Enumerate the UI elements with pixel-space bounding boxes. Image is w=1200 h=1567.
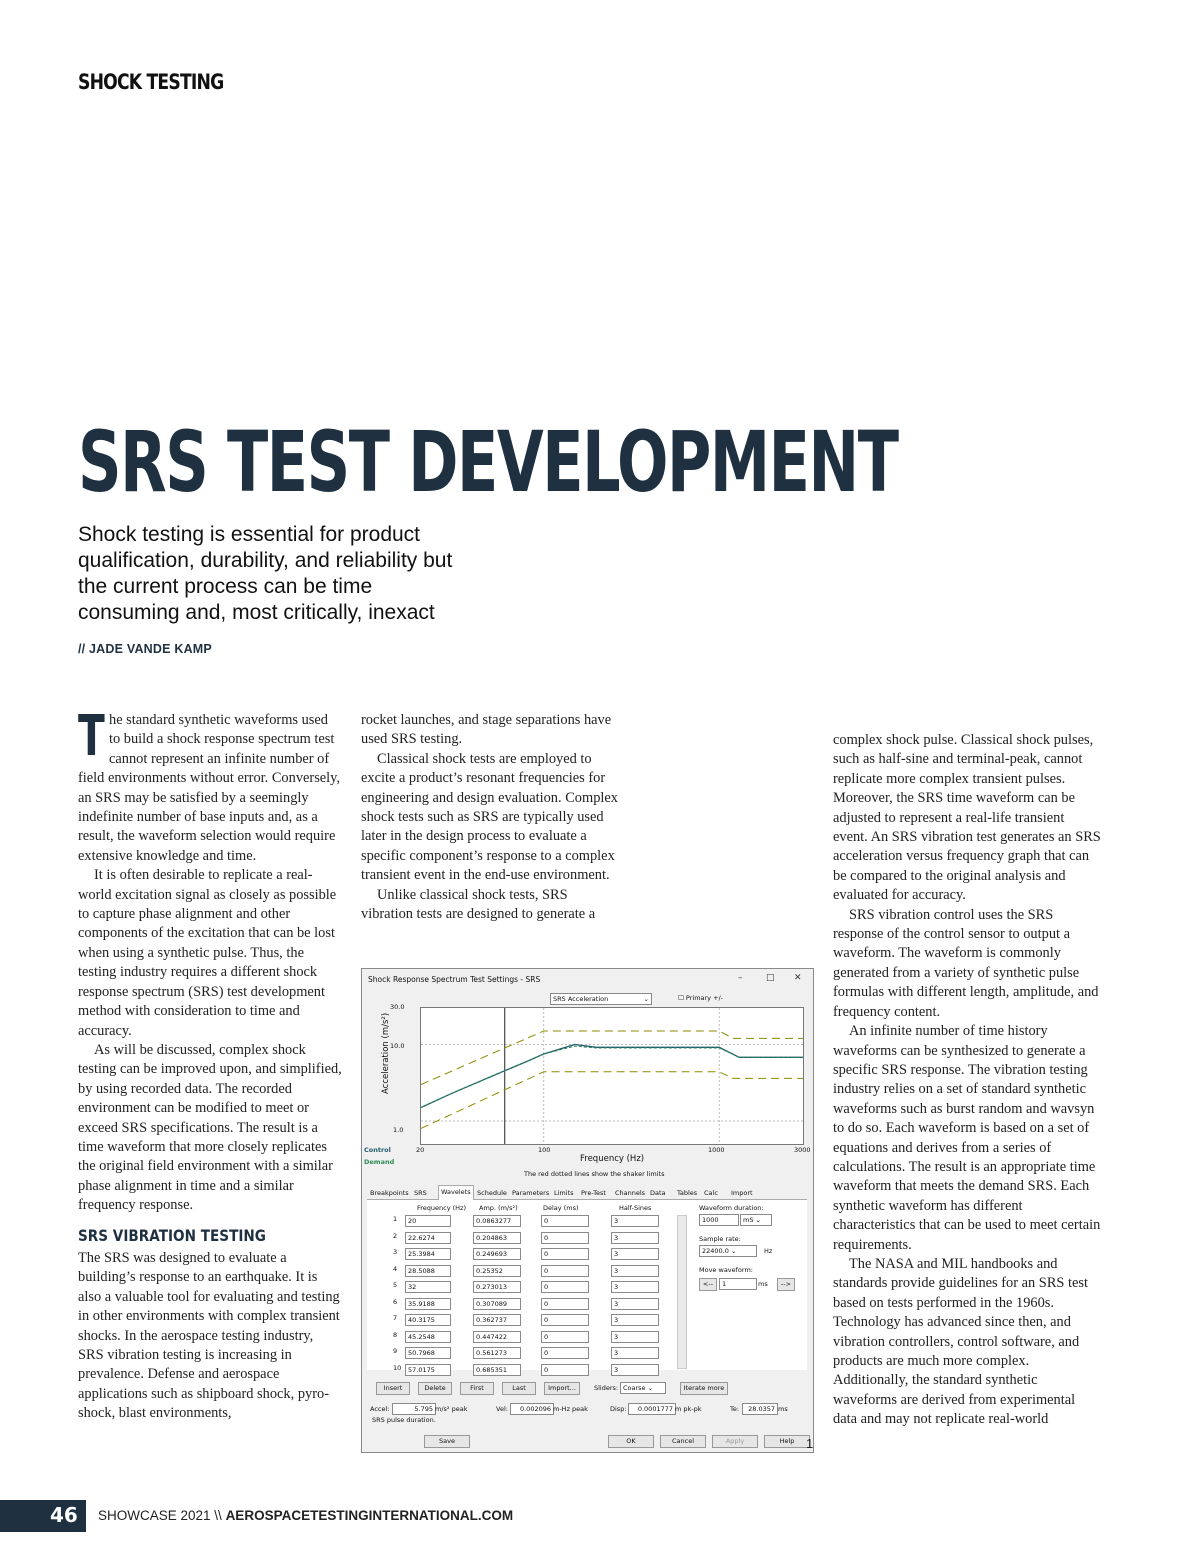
column-1 [78, 704, 342, 1424]
delay-cell[interactable]: 0 [541, 1347, 589, 1359]
tab-breakpoints[interactable]: Breakpoints [370, 1189, 409, 1197]
article-title: SRS TEST DEVELOPMENT [78, 413, 898, 511]
tab-parameters[interactable]: Parameters [512, 1189, 550, 1197]
delay-cell[interactable]: 0 [541, 1331, 589, 1343]
delay-cell[interactable]: 0 [541, 1265, 589, 1277]
disp-value: 0.0001777 [628, 1403, 676, 1415]
last-button[interactable]: Last [502, 1382, 536, 1395]
row-number: 4 [393, 1264, 398, 1273]
paragraph: The SRS was designed to evaluate a building’s response to an earthquake. It is also a valuable tool for evaluating and testing in other environments with complex transient shocks. In the aerospace testing industry, SRS vibration testing is increasing in prevalence. Defense and aerospace applications such as shipboard shock, pyro-shock, blast environments, [78, 1249, 340, 1422]
sliders-select[interactable]: Coarse ⌄ [620, 1382, 666, 1394]
half-sines-cell[interactable]: 3 [611, 1347, 659, 1359]
delay-cell[interactable]: 0 [541, 1314, 589, 1326]
figure-number: 1 [806, 1436, 814, 1451]
column-3 [833, 731, 1101, 1430]
footer-text [98, 1508, 513, 1523]
settings-tabs [367, 1187, 807, 1200]
insert-button[interactable]: Insert [376, 1382, 410, 1395]
vel-label: Vel: [496, 1405, 508, 1413]
amplitude-cell[interactable]: 0.204863 [473, 1232, 521, 1244]
control-line [421, 1045, 803, 1108]
frequency-cell[interactable]: 32 [405, 1281, 451, 1293]
tab-channels[interactable]: Channels [615, 1189, 646, 1197]
paragraph: rocket launches, and stage separations have used SRS testing. [361, 712, 612, 748]
wavelets-panel [367, 1200, 807, 1374]
tab-wavelets[interactable]: Wavelets [438, 1185, 474, 1200]
half-sines-cell[interactable]: 3 [611, 1364, 659, 1376]
tab-import[interactable]: Import [731, 1189, 753, 1197]
half-sines-cell[interactable]: 3 [611, 1298, 659, 1310]
frequency-cell[interactable]: 50.7968 [405, 1347, 451, 1359]
tab-limits[interactable]: Limits [554, 1189, 574, 1197]
amplitude-cell[interactable]: 0.685351 [473, 1364, 521, 1376]
srs-settings-window [361, 968, 814, 1453]
row-number: 7 [393, 1314, 398, 1322]
move-unit: ms [758, 1280, 768, 1288]
apply-button[interactable]: Apply [712, 1435, 758, 1448]
x-tick-label: 20 [416, 1146, 425, 1154]
paragraph: complex shock pulse. Classical shock pulses, such as half-sine and terminal-peak, cannot replicate more complex transient pulses. Moreover, the SRS time waveform can be adjusted to represent a real-life transient event. An SRS vibration test generates an SRS acceleration versus frequency graph that can be compared to the original analysis and evaluated for accuracy. [833, 732, 1101, 904]
paragraph: Unlike classical shock tests, SRS vibration tests are designed to generate a [361, 886, 596, 923]
disp-unit: m pk-pk [675, 1405, 702, 1413]
chart-note: The red dotted lines show the shaker limits [524, 1170, 665, 1178]
delete-button[interactable]: Delete [418, 1382, 452, 1395]
disp-label: Disp: [610, 1405, 627, 1413]
paragraph: Classical shock tests are employed to excite a product’s resonant frequencies for engineering and design evaluation. Complex shock tests such as SRS are typically used later in the design process to evaluate a specific component’s response to a complex transient event in the end-use environment. [361, 750, 618, 884]
duration-unit-select[interactable]: mS ⌄ [740, 1214, 772, 1226]
column-header: Half-Sines [619, 1204, 652, 1212]
te-unit: ms [778, 1405, 788, 1413]
tab-calc[interactable]: Calc [704, 1189, 718, 1197]
help-button[interactable]: Help [764, 1435, 810, 1448]
half-sines-cell[interactable]: 3 [611, 1314, 659, 1326]
tab-schedule[interactable]: Schedule [477, 1189, 507, 1197]
half-sines-cell[interactable]: 3 [611, 1331, 659, 1343]
half-sines-cell[interactable]: 3 [611, 1232, 659, 1244]
sliders-label: Sliders: [594, 1384, 619, 1392]
primary-checkbox[interactable]: ☐ Primary +/- [678, 994, 724, 1002]
tab-data[interactable]: Data [650, 1189, 666, 1197]
pulse-duration-label: SRS pulse duration. [372, 1416, 436, 1424]
move-value-input[interactable]: 1 [719, 1278, 757, 1290]
frequency-cell[interactable]: 20 [405, 1215, 451, 1227]
frequency-cell[interactable]: 22.6274 [405, 1232, 451, 1244]
tab-pre-test[interactable]: Pre-Test [581, 1189, 606, 1197]
move-waveform-label: Move waveform: [699, 1266, 753, 1274]
delay-cell[interactable]: 0 [541, 1364, 589, 1376]
first-button[interactable]: First [460, 1382, 494, 1395]
iterate-more-button[interactable]: Iterate more [680, 1382, 728, 1395]
column-header: Amp. (m/s²) [479, 1204, 518, 1212]
delay-cell[interactable]: 0 [541, 1215, 589, 1227]
sample-rate-label: Sample rate: [699, 1235, 741, 1243]
cancel-button[interactable]: Cancel [660, 1435, 706, 1448]
row-number: 3 [393, 1248, 398, 1256]
amplitude-cell[interactable]: 0.447422 [473, 1331, 521, 1343]
footer-issue: SHOWCASE 2021 \\ [98, 1508, 222, 1523]
import-button[interactable]: Import... [544, 1382, 580, 1395]
amplitude-cell[interactable]: 0.561273 [473, 1347, 521, 1359]
accel-label: Accel: [370, 1405, 390, 1413]
amplitude-cell[interactable]: 0.0863277 [473, 1215, 521, 1227]
amplitude-cell[interactable]: 0.307089 [473, 1298, 521, 1310]
delay-cell[interactable]: 0 [541, 1232, 589, 1244]
x-tick-label: 100 [538, 1146, 551, 1154]
maximize-icon[interactable]: □ [766, 973, 775, 983]
accel-value: 5.795 [392, 1403, 436, 1415]
te-value: 28.0357 [742, 1403, 778, 1415]
row-number: 2 [393, 1231, 398, 1240]
paragraph: SRS vibration control uses the SRS response of the control sensor to output a waveform. The waveform is commonly generated from a variety of synthetic pulse formulas with different length, amplitude, and frequency content. [833, 906, 1099, 1020]
standfirst: Shock testing is essential for product qualification, durability, and reliability but the current process can be time consuming and, most critically, inexact [78, 523, 453, 624]
sample-rate-select[interactable]: 22400.0 ⌄ [699, 1245, 757, 1257]
te-label: Te: [730, 1405, 740, 1413]
y-tick-label: 1.0 [393, 1126, 404, 1134]
half-sines-cell[interactable]: 3 [611, 1265, 659, 1277]
tab-tables[interactable]: Tables [677, 1189, 698, 1197]
delay-cell[interactable]: 0 [541, 1281, 589, 1293]
row-number: 1 [393, 1215, 398, 1223]
delay-cell[interactable]: 0 [541, 1298, 589, 1310]
paragraph: The standard synthetic waveforms used to build a shock response spectrum test cannot represent an infinite number of field environments without error. Conversely, an SRS may be satisfied by a seemingly indefinite number of base inputs and, as a result, the waveform selection would require extensive knowledge and time. [78, 704, 341, 864]
column-2 [361, 711, 623, 924]
plot-type-select[interactable]: SRS Acceleration ⌄ [550, 993, 652, 1005]
frequency-cell[interactable]: 40.3175 [405, 1314, 451, 1326]
amplitude-cell[interactable]: 0.362737 [473, 1314, 521, 1326]
frequency-cell[interactable]: 35.9188 [405, 1298, 451, 1310]
delay-cell[interactable]: 0 [541, 1248, 589, 1260]
column-header: Frequency (Hz) [417, 1204, 467, 1212]
amplitude-cell[interactable]: 0.249693 [473, 1248, 521, 1260]
frequency-cell[interactable]: 45.2548 [405, 1331, 451, 1343]
legend-demand: Demand [364, 1158, 395, 1166]
frequency-cell[interactable]: 57.0175 [405, 1364, 451, 1376]
row-number: 9 [393, 1347, 398, 1355]
srs-chart-svg [421, 1008, 803, 1144]
half-sines-cell[interactable]: 3 [611, 1248, 659, 1260]
demand-line [421, 1046, 803, 1107]
page-number: 46 [50, 1503, 78, 1527]
frequency-cell[interactable]: 28.5088 [405, 1265, 451, 1277]
move-left-button[interactable]: <-- [699, 1278, 717, 1291]
frequency-cell[interactable]: 25.3984 [405, 1248, 451, 1260]
accel-unit: m/s² peak [435, 1405, 468, 1413]
lower-limit-line [421, 1072, 803, 1129]
footer-site: AEROSPACETESTINGINTERNATIONAL.COM [225, 1508, 514, 1523]
drop-cap: T [78, 704, 105, 769]
save-button[interactable]: Save [424, 1435, 470, 1448]
section-label: SHOCK TESTING [78, 70, 224, 94]
row-number: 5 [393, 1281, 398, 1289]
half-sines-cell[interactable]: 3 [611, 1215, 659, 1227]
y-axis-label: Acceleration (m/s²) [381, 1012, 391, 1094]
column-header: Delay (ms) [543, 1204, 579, 1212]
y-tick-label: 10.0 [390, 1042, 405, 1050]
x-tick-label: 1000 [708, 1146, 725, 1154]
paragraph: It is often desirable to replicate a real-world excitation signal as closely as possible to capture phase alignment and other components of the excitation that can be lost when using a synthetic pulse. Thus, the testing industry requires a different shock response spectrum (SRS) test development method with consideration to time and accuracy. [78, 867, 337, 1039]
x-tick-label: 3000 [794, 1146, 811, 1154]
waveform-duration-input[interactable]: 1000 [699, 1214, 739, 1226]
minimize-icon[interactable]: – [738, 973, 743, 983]
subheading: SRS VIBRATION TESTING [78, 1225, 266, 1245]
srs-plot [420, 1007, 804, 1145]
table-scrollbar[interactable] [677, 1215, 687, 1369]
close-icon[interactable]: ✕ [794, 973, 802, 983]
row-number: 8 [393, 1330, 398, 1339]
x-axis-label: Frequency (Hz) [580, 1154, 645, 1164]
row-number: 10 [393, 1363, 402, 1372]
half-sines-cell[interactable]: 3 [611, 1281, 659, 1293]
window-title: Shock Response Spectrum Test Settings - SRS [368, 975, 541, 984]
y-tick-label: 30.0 [390, 1003, 405, 1011]
amplitude-cell[interactable]: 0.273013 [473, 1281, 521, 1293]
legend-control: Control [364, 1146, 391, 1154]
sample-rate-unit: Hz [764, 1247, 773, 1255]
ok-button[interactable]: OK [608, 1435, 654, 1448]
move-right-button[interactable]: --> [777, 1278, 795, 1291]
waveform-duration-label: Waveform duration: [699, 1204, 764, 1212]
row-number: 6 [393, 1297, 398, 1306]
byline: // JADE VANDE KAMP [78, 642, 212, 656]
paragraph: An infinite number of time history waveforms can be synthesized to generate a specific SRS response. The vibration testing industry relies on a set of standard synthetic waveforms such as burst random and wavsyn to do so. Each waveform is based on a set of equations and derives from a series of calculations. The result is an appropriate time waveform that meets the demand SRS. Each synthetic waveform has different characteristics that can be used to meet certain requirements. [833, 1023, 1101, 1253]
vel-unit: m-Hz peak [553, 1405, 588, 1413]
paragraph: The NASA and MIL handbooks and standards provide guidelines for an SRS test based on tests performed in the 1960s. Technology has advanced since then, and vibration controllers, control software, and products are much more complex. Additionally, the standard synthetic waveforms are derived from experimental data and may not replicate real-world [833, 1255, 1088, 1428]
paragraph: As will be discussed, complex shock testing can be improved upon, and simplified, by using recorded data. The recorded environment can be modified to meet or exceed SRS specifications. The result is a time waveform that more closely replicates the original field environment with a similar phase alignment in time and a similar frequency response. [78, 1041, 342, 1214]
tab-srs[interactable]: SRS [414, 1189, 427, 1197]
amplitude-cell[interactable]: 0.25352 [473, 1265, 521, 1277]
vel-value: 0.002096 [510, 1403, 554, 1415]
